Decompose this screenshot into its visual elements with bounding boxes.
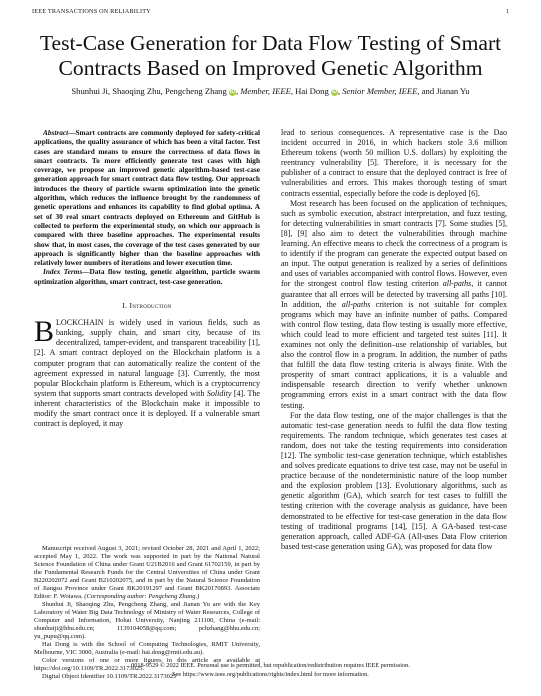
p2-text-a: Most research has been focused on the application of techniques, such as symbolic execution, abstract interpretation, and fuzz testing, for detecting vulnerabilities in smart contracts [7]. Some studies [5], [8], [9] also aim to detect the vulnerabilities through machine learning. An effective means to check the correctness of a program is to identify if the program can generate the expected output based on an input. The output generation is realized by a series of definitions and uses of variables accompanied with control flows. However, even for the strongest control flow testing criterion — [281, 198, 507, 289]
right-paragraph-3: For the data flow testing, one of the major challenges is that the automatic test-case generation needs to fulfil the data flow testing requirements. The random technique, which generates test cases at random, does not take the testing requirements into consideration [12]. The symbolic test-case generation technique, which establishes and solves predicate equations to drive test case, may not be useful in practice because of the nondeterministic nature of the loop number and the explosion problem [13]. Evolutionary algorithms, such as genetic algorithm (GA), which search for test cases to fulfill the testing criterion with the coverage analysis as guidance, have been demonstrated to be effective for test-case generation in the data flow testing of traditional programs [14], [15]. A GA-based test-case generation approach, called ADF-GA (All-uses Data Flow criterion based test-case generation using GA), was proposed for data flow — [281, 410, 507, 551]
authors-part-1: Shunhui Ji, Shaoqing Zhu, Pengcheng Zhang — [71, 86, 227, 96]
orcid-icon[interactable]: iD — [229, 89, 235, 95]
authors-part-3: , and Jianan Yu — [417, 86, 470, 96]
author-role-2: , Senior Member, IEEE — [337, 86, 418, 96]
footnote-affiliation-2: Hai Dong is with the School of Computing Technologies, RMIT University, Melbourne, VIC 3000, Australia (e-mail: hai.dong@rmit.edu.au). — [34, 641, 260, 656]
abstract-text: Smart contracts are commonly deployed for safety-critical applications, the quality assurance of which has been a vital factor. Test cases are standard means to ensure the correctness of data flows in smart contracts. To more efficiently generate test cases with high coverage, we propose an improved genetic algorithm-based test-case generation approach for smart contract data flow testing. Our approach introduces the theory of particle swarm optimization into the genetic algorithm, which reduces the influence brought by the randomness of genetic operations and enhances its capability to find global optima. A set of 30 real smart contracts deployed on Ethereum and GitHub is collected to perform the experimental study, on which our approach is compared with three baseline approaches. The experimental results show that, in most cases, the coverage of the test cases generated by our approach is significantly higher than the baseline approaches with relatively lower numbers of iterations and lower execution time. — [34, 128, 260, 268]
corresponding-author: (Corresponding author: Pengcheng Zhang.) — [84, 593, 200, 600]
p2-text-c: criterion is not suitable for complex programs which may have an infinite number of paths. Compared with control flow testing, data flow testing is usually more effective, which could lead to more efficient and targeted test suites [11]. It examines not only the definition–use relationship of variables, but also the control flow in a program. In addition, the number of paths that fulfill the data flow testing criteria is always finite. With the prosperity of smart contract applications, it is a valuable and indispensable research direction to verify whether unknown programming errors exist in a smart contract with the data flow testing. — [281, 299, 507, 410]
intro-text-a: LOCKCHAIN is widely used in various fields, such as banking, supply chain, and smart city, because of its decentralized, tamper-evident, and transparent traceability [1], [2]. A smart contract deployed on the Blockchain platform is a computer program that can automatically realize the content of the agreement expressed in natural language [3]. Currently, the most popular Blockchain platform is Ethereum, which is a cryptocurrency system that supports smart contracts developed with — [34, 318, 260, 398]
all-paths-term: all-paths — [442, 279, 472, 289]
abstract-dash: — — [68, 128, 76, 137]
footnote-color[interactable]: Color versions of one or more figures in this article are available at https://doi.org/10.1109/TR.2022.3173025. — [34, 657, 260, 672]
copyright-line: 0018-9529 © 2022 IEEE. Personal use is permitted, but republication/redistribution requires IEEE permission. — [131, 662, 410, 669]
author-list — [20, 86, 521, 96]
footnote-doi: Digital Object Identifier 10.1109/TR.2022.3173025 — [42, 673, 177, 680]
index-terms-label: Index Terms — [43, 267, 83, 277]
page-number: 1 — [505, 8, 509, 15]
footnote-funding: Manuscript received August 3, 2021; revised October 28, 2021 and April 1, 2022; accepted May 1, 2022. The work was supported in part by the National Natural Science Foundation of China under Grant U21B2016 and Grant 61702159, in part by the Fundamental Research Funds for the Central Universities of China under Grant B220202072 and Grant B210202075, and in part by the Natural Science Foundation of Jiangsu Province under Grant BK20191297 and Grant BK20170893. Associate Editor: F. Wotawa. — [34, 545, 260, 600]
footnote-affiliation-1: Shunhui Ji, Shaoqing Zhu, Pengcheng Zhang, and Jianan Yu are with the Key Laboratory of Water Big Data Technology of Ministry of Water Resources, College of Computer and Information, Hohai University, Nanjing 211100, China (e-mail: shunhuiji@hhu.edu.cn; 1139104058@qq.com; pchzhang@hhu.edu.cn; yu_pupu@qq.com). — [34, 601, 260, 640]
intro-paragraph — [34, 315, 260, 429]
left-column — [34, 128, 260, 429]
title-line-2: Contracts Based on Improved Genetic Algorithm — [58, 56, 483, 80]
title-line-1: Test-Case Generation for Data Flow Testing of Smart — [39, 31, 502, 55]
abstract-label: Abstract — [43, 128, 69, 137]
right-paragraph-2 — [281, 199, 507, 411]
authors-part-2: , Hai Dong — [290, 86, 329, 96]
abstract — [34, 128, 260, 267]
running-header — [32, 8, 509, 15]
footnote-manuscript — [34, 545, 260, 601]
rights-link[interactable]: See https://www.ieee.org/publications/rights/index.html for more information. — [172, 671, 369, 678]
author-role-1: , Member, IEEE — [235, 86, 291, 96]
section-numeral: I. — [122, 301, 130, 311]
solidity-term: Solidity — [206, 388, 232, 398]
journal-name: IEEE TRANSACTIONS ON RELIABILITY — [32, 8, 151, 15]
p2-text-b: , it cannot guarantee that all errors will be detected by traversing all paths [10]. In addition, the — [281, 279, 508, 309]
copyright-footer — [20, 661, 521, 679]
section-title: Introduction — [129, 301, 172, 311]
index-terms-text: Data flow testing, genetic algorithm, particle swarm optimization algorithm, smart contract, test-case generation. — [34, 267, 261, 286]
index-terms-dash: — — [82, 267, 90, 277]
all-paths-term: all-paths — [341, 299, 371, 309]
index-terms — [34, 267, 260, 286]
section-heading — [34, 301, 260, 311]
orcid-icon[interactable]: iD — [331, 89, 337, 95]
drop-cap: B — [34, 315, 55, 349]
right-column — [281, 128, 507, 552]
paper-title — [20, 31, 521, 81]
right-paragraph-1: lead to serious consequences. A representative case is the Dao incident occurred in 2016, in which hackers stole 3.6 million Ethereum tokens (worth 50 million U.S. dollars) by exploiting the reentrancy vulnerability [5]. Therefore, it is necessary for the publisher of a contract to ensure that the deployed contract is free of vulnerabilities and errors. This makes thorough testing of smart contracts essential, especially before the code is deployed [6]. — [281, 128, 507, 198]
intro-text-b: [4]. The inherent characteristics of the Blockchain make it impossible to modify the smart contract once it is deployed. If a vulnerable smart contract is deployed, it may — [34, 388, 260, 429]
